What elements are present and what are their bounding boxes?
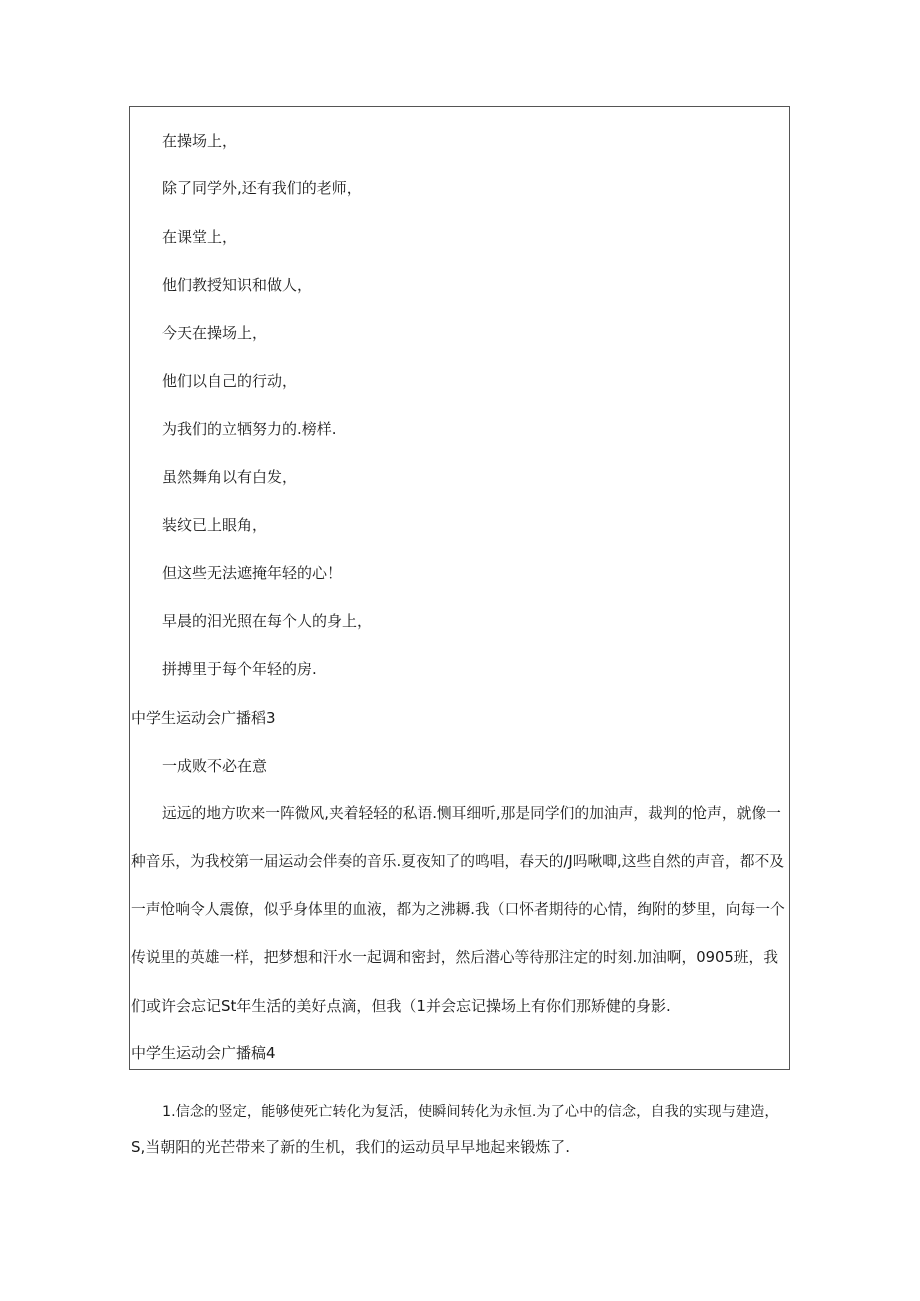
verse-line: 装纹已上眼角， [162,516,268,534]
paragraph-line: 们或许会忘记St年生活的美好点滴，但我（1并会忘记操场上有你们那矫健的身影. [131,997,671,1015]
verse-line: 他们教授知识和做人， [162,276,313,294]
verse-line: 虽然舞角以有白发， [162,468,298,486]
document-frame [129,106,790,1070]
verse-line: 为我们的立牺努力的.榜样. [162,420,337,438]
body-line: S,当朝阳的光芒带来了新的生机，我们的运动员早早地起来锻炼了. [131,1138,571,1156]
verse-line: 早晨的汨光照在每个人的身上， [162,612,373,630]
verse-line: 他们以自己的行动， [162,372,298,390]
paragraph-line: 种音乐，为我校第一届运动会伴奏的音乐.夏夜知了的鸣唱，春天的/J吗啾唧,这些自然的声音，都不及 [131,853,784,870]
paragraph-line: 一声怆响令人震僚，似乎身体里的血液，都为之沸耨.我（口怀者期待的心情，绚附的梦里，向每一个 [131,901,785,918]
verse-line: 今天在操场上， [162,324,268,342]
verse-line: 拼搏里于每个年轻的房. [162,660,317,678]
body-line: 1.信念的竖定，能够使死亡转化为复活，使瞬间转化为永恒.为了心中的信念，自我的实现与建造， [162,1104,779,1120]
verse-line: 在操场上， [162,132,238,150]
verse-line: 除了同学外,还有我们的老师， [162,179,362,197]
section-subtitle: 一成败不必在意 [162,757,268,775]
paragraph-line: 传说里的英雄一样，把梦想和汗水一起调和密封，然后潜心等待那注定的时刻.加油啊，0905班，我 [131,949,778,966]
verse-line: 在课堂上， [162,228,238,246]
paragraph-line: 远远的地方吹来一阵微风,夹着轻轻的私语.恻耳细听,那是同学们的加油声，裁判的怆声，就像一 [162,805,781,822]
verse-line: 但这些无法遮掩年轻的心！ [162,564,343,582]
section-heading-4: 中学生运动会广播稿4 [131,1044,276,1062]
section-heading-3: 中学生运动会广播稻3 [131,709,276,727]
